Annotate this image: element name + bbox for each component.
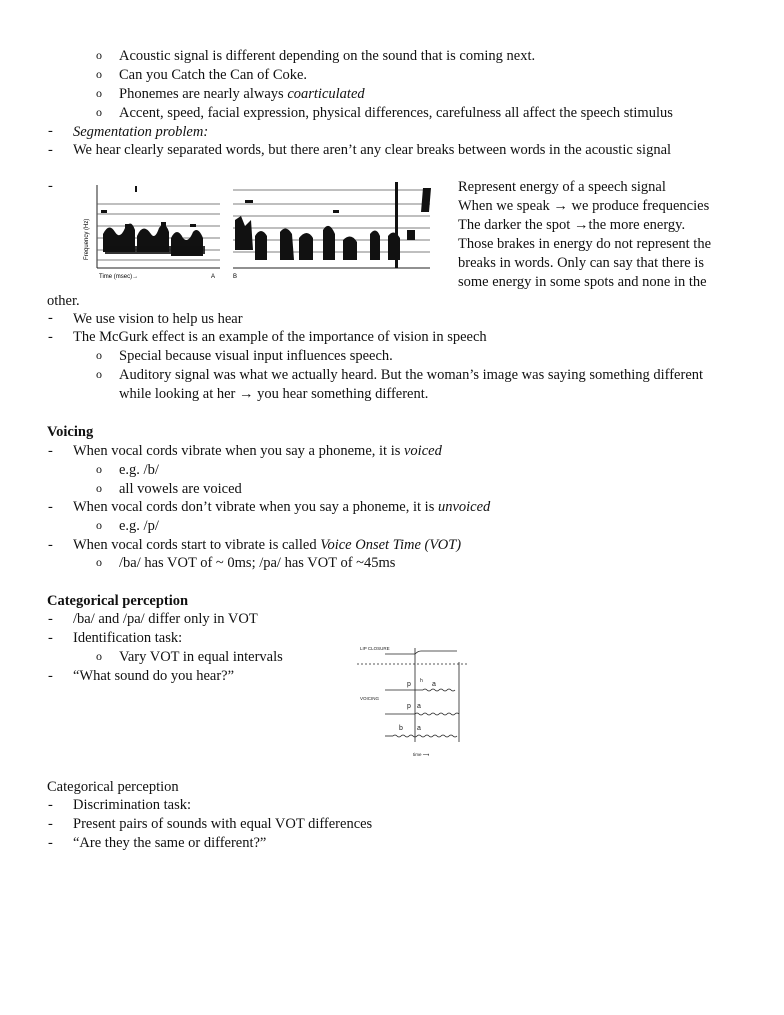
sub-bullet-marker: o	[96, 48, 102, 62]
emphasis: voiced	[404, 443, 442, 459]
row2-phone: p	[407, 703, 411, 710]
bullet-text: Acoustic signal is different depending on the sound that is coming next.	[119, 48, 536, 64]
categorical2-line: Present pairs of sounds with equal VOT differences	[73, 816, 373, 832]
row1-phone: a	[432, 681, 436, 688]
bullet-text: Accent, speed, facial expression, physical differences, carefulness all affect the speech stimulus	[119, 105, 673, 121]
categorical-line: Identification task:	[73, 630, 183, 646]
sub-bullet-marker: o	[96, 348, 102, 362]
dash-marker: -	[48, 668, 53, 684]
unvoiced-line: When vocal cords don’t vibrate when you say a phoneme, it is unvoiced	[73, 499, 491, 515]
row3-phone: a	[417, 725, 421, 732]
time-label: time ⟶	[413, 752, 430, 757]
eg-b: e.g. /b/	[119, 462, 159, 478]
categorical-heading: Categorical perception	[47, 593, 189, 609]
dash-marker: -	[48, 835, 53, 851]
mcgurk-sub: Auditory signal was what we actually heard. But the woman’s image was saying something different	[119, 367, 704, 383]
emphasis: unvoiced	[437, 499, 491, 515]
dash-marker: -	[48, 797, 53, 813]
vot-diagram	[355, 642, 470, 762]
emphasis: Voice Onset Time (VOT)	[320, 537, 462, 553]
vowels-line: all vowels are voiced	[119, 481, 242, 497]
sub-bullet-marker: o	[96, 649, 102, 663]
dash-marker: -	[48, 310, 53, 326]
categorical-sub: Vary VOT in equal intervals	[119, 649, 283, 665]
vot-line: When vocal cords start to vibrate is called Voice Onset Time (VOT)	[73, 537, 462, 553]
row1-phone: h	[420, 678, 423, 684]
dash-marker: -	[48, 142, 53, 158]
energy-line: Represent energy of a speech signal	[458, 179, 666, 195]
categorical2-line: “Are they the same or different?”	[73, 835, 267, 851]
lip-closure-label: LIP CLOSURE	[360, 646, 390, 651]
mcgurk-sub: while looking at her → you hear something different.	[119, 386, 429, 402]
x-axis-label: Time (msec)→	[99, 274, 139, 280]
sub-bullet-marker: o	[96, 518, 102, 532]
voicing-label: VOICING	[360, 696, 380, 701]
sub-bullet-marker: o	[96, 86, 102, 100]
energy-continuation: other.	[47, 293, 80, 309]
energy-line: Those brakes in energy do not represent the	[458, 236, 711, 252]
categorical2-line: Discrimination task:	[73, 797, 191, 813]
sub-bullet-marker: o	[96, 367, 102, 381]
energy-line: breaks in words. Only can say that there is	[458, 255, 705, 271]
dash-marker: -	[48, 611, 53, 627]
spectrogram-panel-a	[84, 185, 220, 280]
dash-marker: -	[48, 443, 53, 459]
dash-marker: -	[48, 123, 53, 139]
row3-phone: b	[399, 725, 403, 732]
voiced-line: When vocal cords vibrate when you say a phoneme, it is voiced	[73, 443, 442, 459]
sub-bullet-marker: o	[96, 67, 102, 81]
bullet-text: Can you Catch the Can of Coke.	[119, 67, 308, 83]
dash-marker: -	[48, 816, 53, 832]
sub-bullet-marker: o	[96, 462, 102, 476]
sub-bullet-marker: o	[96, 481, 102, 495]
segmentation-label: Segmentation problem:	[73, 124, 209, 140]
energy-line: The darker the spot →the more energy.	[458, 217, 686, 233]
vision-line: The McGurk effect is an example of the importance of vision in speech	[73, 329, 487, 345]
eg-p: e.g. /p/	[119, 518, 159, 534]
emphasis: coarticulated	[287, 86, 365, 102]
mcgurk-sub: Special because visual input influences speech.	[119, 348, 393, 364]
dash-marker: -	[48, 630, 53, 646]
categorical-line: /ba/ and /pa/ differ only in VOT	[73, 611, 258, 627]
voicing-heading: Voicing	[47, 424, 94, 440]
segmentation-line: We hear clearly separated words, but there aren’t any clear breaks between words in the acoustic signal	[73, 142, 672, 158]
categorical2-heading: Categorical perception	[47, 779, 179, 795]
vot-values: /ba/ has VOT of ~ 0ms; /pa/ has VOT of ~45ms	[119, 555, 396, 571]
dash-marker: -	[48, 499, 53, 515]
row2-phone: a	[417, 703, 421, 710]
spectrogram-panel-b	[233, 182, 431, 280]
row1-phone: p	[407, 681, 411, 688]
categorical-line: “What sound do you hear?”	[73, 668, 235, 684]
bullet-text: Phonemes are nearly always coarticulated	[119, 86, 365, 102]
dash-marker: -	[48, 537, 53, 553]
dash-marker: -	[48, 329, 53, 345]
panel-a-label: A	[211, 274, 216, 280]
sub-bullet-marker: o	[96, 105, 102, 119]
dash-marker: -	[48, 178, 53, 194]
energy-line: When we speak → we produce frequencies	[458, 198, 710, 214]
y-axis-label: Frequency (Hz)	[84, 218, 90, 260]
panel-b-label: B	[233, 274, 238, 280]
sub-bullet-marker: o	[96, 555, 102, 569]
spectrogram-figure	[85, 180, 440, 285]
energy-line: some energy in some spots and none in the	[458, 274, 707, 290]
vision-line: We use vision to help us hear	[73, 311, 243, 327]
